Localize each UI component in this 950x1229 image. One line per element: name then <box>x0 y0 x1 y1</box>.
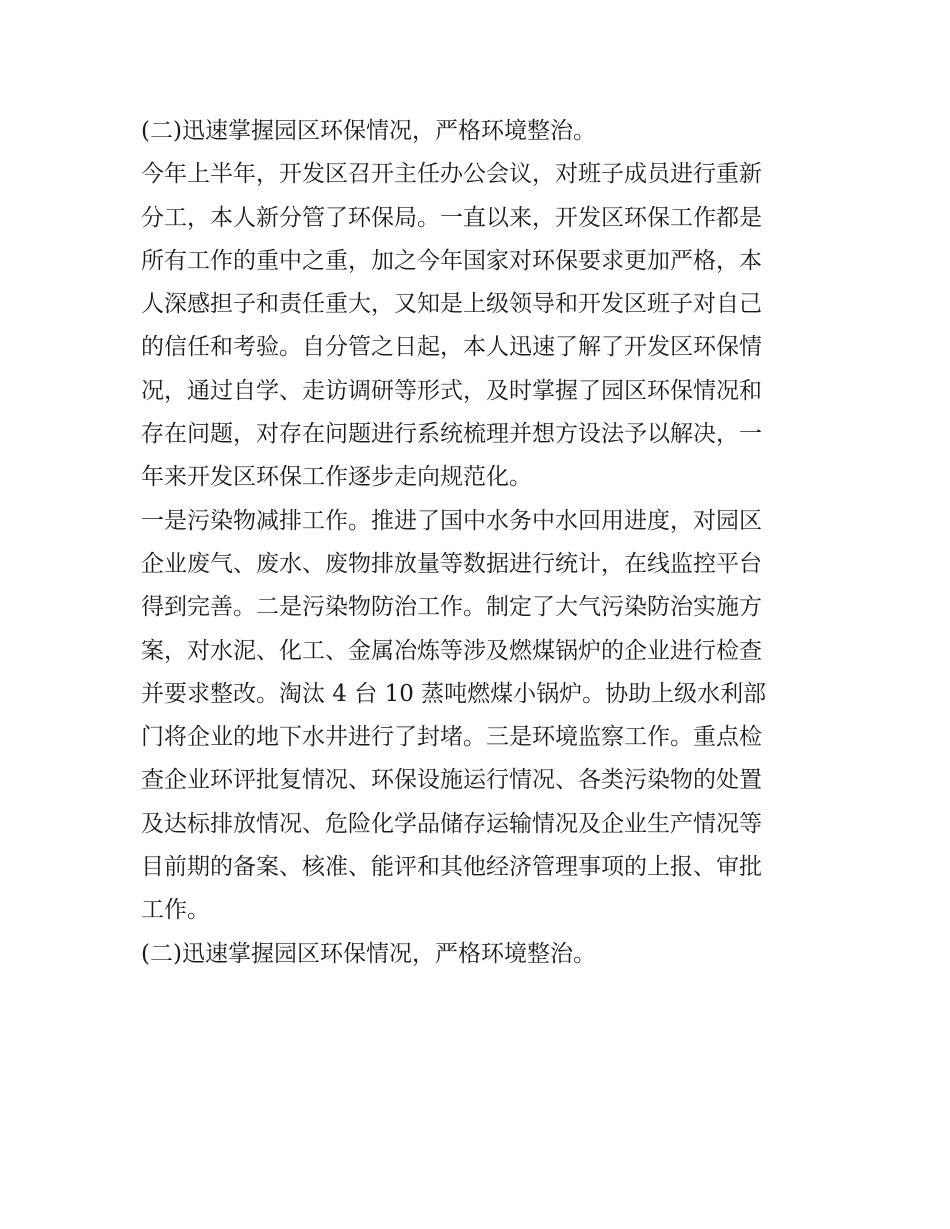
paragraph-line: 并要求整改。淘汰 4 台 10 蒸吨燃煤小锅炉。协助上级水利部 <box>141 680 767 707</box>
paragraph-line: 存在问题，对存在问题进行系统梳理并想方设法予以解决，一 <box>141 421 762 448</box>
paragraph-line: 况，通过自学、走访调研等形式，及时掌握了园区环保情况和 <box>141 377 762 404</box>
paragraph-line: 人深感担子和责任重大，又知是上级领导和开发区班子对自己 <box>141 291 762 318</box>
paragraph-line: 案，对水泥、化工、金属冶炼等涉及燃煤锅炉的企业进行检查 <box>141 637 762 664</box>
paragraph-line: 目前期的备案、核准、能评和其他经济管理事项的上报、审批 <box>141 854 762 881</box>
paragraph-line: 得到完善。二是污染物防治工作。制定了大气污染防治实施方 <box>141 594 762 621</box>
paragraph-line: 企业废气、废水、废物排放量等数据进行统计，在线监控平台 <box>141 550 762 577</box>
paragraph-line: 今年上半年，开发区召开主任办公会议，对班子成员进行重新 <box>141 161 762 188</box>
section-heading: (二)迅速掌握园区环保情况，严格环境整治。 <box>141 940 596 967</box>
paragraph-line: 所有工作的重中之重，加之今年国家对环保要求更加严格，本 <box>141 247 762 274</box>
paragraph-line: 分工，本人新分管了环保局。一直以来，开发区环保工作都是 <box>141 204 762 231</box>
document-body <box>141 110 813 976</box>
paragraph-line: 年来开发区环保工作逐步走向规范化。 <box>141 464 532 491</box>
paragraph-line: 门将企业的地下水井进行了封堵。三是环境监察工作。重点检 <box>141 724 762 751</box>
paragraph-line: 查企业环评批复情况、环保设施运行情况、各类污染物的处置 <box>141 767 762 794</box>
paragraph-line: 及达标排放情况、危险化学品储存运输情况及企业生产情况等 <box>141 810 762 837</box>
paragraph-line: 一是污染物减排工作。推进了国中水务中水回用进度，对园区 <box>141 507 762 534</box>
paragraph-line: 工作。 <box>141 897 210 924</box>
section-heading: (二)迅速掌握园区环保情况，严格环境整治。 <box>141 118 596 144</box>
paragraph-line: 的信任和考验。自分管之日起，本人迅速了解了开发区环保情 <box>141 334 762 361</box>
